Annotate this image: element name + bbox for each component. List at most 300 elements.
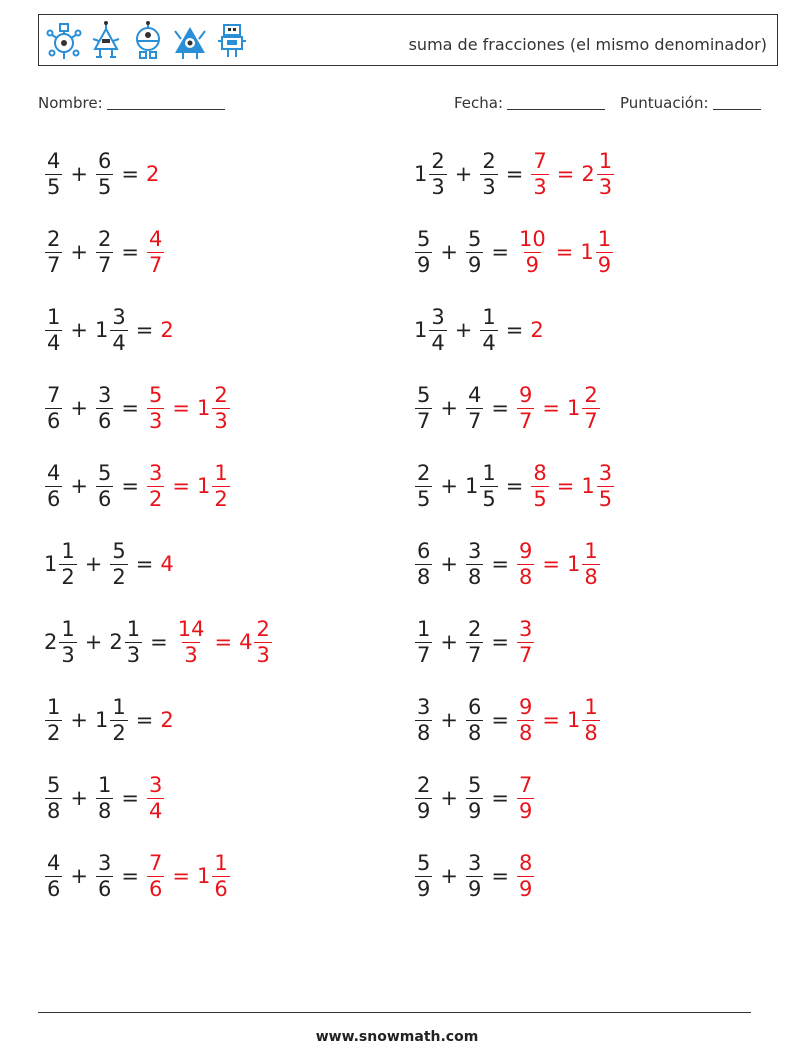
denominator: 7: [148, 252, 163, 277]
denominator: 4: [148, 798, 163, 823]
equals-sign: =: [135, 318, 154, 342]
operand: [94, 304, 129, 355]
operand: [414, 304, 448, 355]
denominator: 9: [525, 252, 540, 277]
denominator: 4: [47, 330, 61, 355]
fraction: [517, 694, 534, 745]
date-field: [454, 94, 605, 112]
denominator: 5: [598, 486, 613, 511]
equals-sign: =: [121, 240, 139, 264]
numerator: 5: [112, 538, 126, 563]
numerator: 3: [112, 304, 126, 329]
numerator: 2: [256, 616, 270, 641]
numerator: 2: [97, 226, 112, 251]
fraction: [415, 694, 432, 745]
operand: [44, 616, 78, 667]
answer-value: 4: [160, 552, 174, 576]
operand: [95, 382, 114, 433]
operand: [94, 694, 129, 745]
answer: [165, 396, 197, 420]
fraction: [517, 772, 534, 823]
answer: [516, 850, 535, 901]
plus-sign: +: [70, 240, 88, 264]
answer-value: 2: [160, 318, 174, 342]
operand: [465, 616, 484, 667]
plus-sign: +: [440, 474, 458, 498]
answer: [516, 226, 549, 277]
whole-number: 1: [44, 552, 58, 576]
plus-sign: +: [70, 708, 88, 732]
equals-sign: =: [491, 552, 509, 576]
answer: [549, 240, 581, 264]
operand: [414, 850, 433, 901]
answer: [550, 474, 582, 498]
numerator: 10: [518, 226, 546, 251]
denominator: 8: [584, 564, 598, 589]
answer: [516, 538, 535, 589]
fraction: [45, 850, 62, 901]
name-label: Nombre:: [38, 94, 103, 112]
fraction: [96, 850, 113, 901]
operand: [414, 694, 433, 745]
whole-number: 1: [566, 708, 581, 732]
denominator: 5: [47, 174, 61, 199]
numerator: 3: [598, 460, 613, 485]
fraction: [212, 382, 229, 433]
answer: [580, 226, 614, 277]
fraction: [45, 226, 62, 277]
answer: [146, 226, 165, 277]
denominator: 3: [61, 642, 75, 667]
answer: [239, 616, 273, 667]
denominator: 4: [112, 330, 126, 355]
plus-sign: +: [440, 396, 458, 420]
fraction: [212, 460, 229, 511]
problem-row: [414, 534, 601, 594]
whole-number: 1: [196, 864, 211, 888]
whole-number: 1: [566, 396, 581, 420]
numerator: 4: [47, 460, 61, 485]
numerator: 9: [518, 382, 533, 407]
numerator: 1: [126, 616, 141, 641]
equals-sign: =: [121, 396, 139, 420]
denominator: 7: [467, 642, 482, 667]
denominator: 9: [518, 876, 533, 901]
operand: [479, 148, 498, 199]
problem-row: [414, 612, 535, 672]
answer: [516, 772, 535, 823]
operand: [44, 148, 63, 199]
denominator: 3: [533, 174, 547, 199]
numerator: 4: [47, 148, 61, 173]
numerator: 2: [417, 772, 431, 797]
robot-icon: [87, 19, 125, 63]
answer-value: 2: [160, 708, 174, 732]
fraction: [582, 694, 599, 745]
denominator: 6: [47, 408, 61, 433]
answer: [146, 162, 159, 186]
whole-number: 1: [580, 240, 594, 264]
robot-icon: [45, 19, 83, 63]
denominator: 6: [97, 408, 112, 433]
fraction: [415, 382, 432, 433]
operand: [44, 226, 63, 277]
numerator: 5: [417, 382, 431, 407]
numerator: 2: [214, 382, 228, 407]
fraction: [466, 382, 483, 433]
plus-sign: +: [70, 786, 88, 810]
numerator: 5: [467, 226, 482, 251]
numerator: 1: [61, 616, 75, 641]
denominator: 8: [467, 720, 482, 745]
operand: [465, 382, 484, 433]
operand: [465, 538, 484, 589]
fraction: [531, 148, 548, 199]
plus-sign: +: [84, 552, 103, 576]
robot-icon: [129, 19, 167, 63]
numerator: 9: [518, 538, 533, 563]
numerator: 1: [584, 694, 598, 719]
problem-row: [414, 690, 601, 750]
fraction: [147, 226, 164, 277]
fraction: [517, 616, 534, 667]
fraction: [415, 538, 432, 589]
numerator: 2: [482, 148, 496, 173]
answer: [535, 552, 567, 576]
equals-sign: =: [121, 864, 139, 888]
answer-equals-sign: =: [542, 552, 560, 576]
operand: [44, 304, 63, 355]
whole-number: 1: [581, 474, 595, 498]
answer: [146, 460, 165, 511]
fraction: [96, 226, 113, 277]
whole-number: 1: [94, 708, 109, 732]
numerator: 6: [97, 148, 112, 173]
problem-row: [44, 690, 174, 750]
fraction: [59, 538, 76, 589]
fraction: [415, 616, 432, 667]
score-field: [620, 94, 761, 112]
operand: [465, 694, 484, 745]
denominator: 8: [417, 564, 431, 589]
numerator: 7: [148, 850, 163, 875]
whole-number: 2: [109, 630, 123, 654]
answer: [535, 708, 567, 732]
numerator: 5: [417, 226, 431, 251]
equals-sign: =: [491, 630, 509, 654]
numerator: 4: [148, 226, 163, 251]
plus-sign: +: [440, 708, 458, 732]
problem-row: [44, 300, 174, 360]
fraction: [147, 772, 164, 823]
answer: [516, 694, 535, 745]
answer: [566, 382, 601, 433]
denominator: 7: [518, 642, 533, 667]
numerator: 1: [482, 460, 496, 485]
numerator: 3: [148, 460, 163, 485]
numerator: 5: [417, 850, 431, 875]
numerator: 3: [148, 772, 163, 797]
denominator: 6: [97, 876, 112, 901]
denominator: 9: [417, 252, 431, 277]
fraction: [45, 460, 62, 511]
answer: [146, 382, 165, 433]
plus-sign: +: [70, 396, 88, 420]
denominator: 9: [518, 798, 533, 823]
numerator: 3: [467, 850, 482, 875]
numerator: 3: [97, 850, 112, 875]
fraction: [96, 148, 113, 199]
denominator: 9: [467, 798, 482, 823]
fraction: [466, 538, 483, 589]
denominator: 2: [112, 564, 126, 589]
fraction: [59, 616, 76, 667]
robot-icons: [45, 19, 251, 63]
fraction: [45, 382, 62, 433]
denominator: 9: [597, 252, 612, 277]
equals-sign: =: [121, 474, 139, 498]
plus-sign: +: [70, 474, 88, 498]
worksheet-title: suma de fracciones (el mismo denominador): [408, 35, 767, 54]
fraction: [212, 850, 229, 901]
fraction: [96, 460, 113, 511]
answer: [175, 616, 208, 667]
operand: [44, 850, 63, 901]
operand: [465, 772, 484, 823]
fraction: [480, 148, 497, 199]
answer-value: 2: [530, 318, 544, 342]
problem-row: [44, 456, 231, 516]
denominator: 5: [482, 486, 496, 511]
equals-sign: =: [491, 708, 509, 732]
fraction: [582, 538, 599, 589]
numerator: 1: [482, 304, 496, 329]
numerator: 1: [97, 772, 112, 797]
denominator: 8: [47, 798, 61, 823]
denominator: 9: [467, 252, 482, 277]
fraction: [110, 538, 127, 589]
operand: [414, 148, 448, 199]
operand: [414, 616, 433, 667]
denominator: 6: [47, 876, 61, 901]
numerator: 3: [467, 538, 482, 563]
score-label: Puntuación:: [620, 94, 709, 112]
equals-sign: =: [121, 162, 139, 186]
answer-equals-sign: =: [172, 396, 190, 420]
plus-sign: +: [440, 630, 458, 654]
denominator: 5: [417, 486, 431, 511]
fraction: [254, 616, 271, 667]
problem-row: [414, 144, 615, 204]
denominator: 6: [47, 486, 61, 511]
denominator: 2: [112, 720, 126, 745]
date-label: Fecha:: [454, 94, 504, 112]
operand: [479, 304, 498, 355]
fraction: [415, 772, 432, 823]
denominator: 7: [584, 408, 598, 433]
operand: [44, 382, 63, 433]
answer: [196, 460, 231, 511]
numerator: 1: [47, 694, 61, 719]
whole-number: 2: [44, 630, 58, 654]
denominator: 2: [148, 486, 163, 511]
fraction: [110, 304, 127, 355]
answer-equals-sign: =: [556, 162, 575, 186]
denominator: 9: [417, 798, 431, 823]
plus-sign: +: [454, 162, 473, 186]
answer: [516, 382, 535, 433]
name-blank[interactable]: [107, 95, 225, 110]
fraction: [147, 382, 164, 433]
fraction: [147, 460, 164, 511]
denominator: 7: [518, 408, 533, 433]
answer: [165, 474, 197, 498]
operand: [414, 226, 433, 277]
numerator: 5: [148, 382, 163, 407]
denominator: 6: [214, 876, 228, 901]
numerator: 1: [584, 538, 598, 563]
plus-sign: +: [440, 786, 458, 810]
answer: [566, 538, 601, 589]
problem-row: [44, 378, 231, 438]
operand: [95, 460, 114, 511]
whole-number: 1: [414, 318, 428, 342]
numerator: 1: [214, 460, 228, 485]
equals-sign: =: [491, 786, 509, 810]
operand: [95, 850, 114, 901]
date-blank[interactable]: [507, 95, 605, 110]
denominator: 4: [482, 330, 496, 355]
answer: [516, 616, 535, 667]
answer: [196, 850, 231, 901]
header-box: [38, 14, 778, 66]
robot-icon: [213, 19, 251, 63]
denominator: 2: [47, 720, 61, 745]
numerator: 1: [112, 694, 126, 719]
whole-number: 1: [464, 474, 479, 498]
operand: [109, 616, 143, 667]
denominator: 8: [417, 720, 431, 745]
numerator: 8: [518, 850, 533, 875]
operand: [465, 226, 484, 277]
numerator: 5: [47, 772, 61, 797]
score-blank[interactable]: [713, 95, 761, 110]
fraction: [480, 460, 497, 511]
answer-equals-sign: =: [542, 708, 560, 732]
numerator: 3: [518, 616, 533, 641]
fraction: [596, 226, 613, 277]
numerator: 2: [467, 616, 482, 641]
numerator: 1: [417, 616, 431, 641]
denominator: 9: [467, 876, 482, 901]
answer-equals-sign: =: [214, 630, 233, 654]
denominator: 7: [97, 252, 112, 277]
denominator: 6: [97, 486, 112, 511]
fraction: [415, 226, 432, 277]
equals-sign: =: [491, 864, 509, 888]
answer-equals-sign: =: [172, 474, 190, 498]
problem-row: [414, 846, 535, 906]
denominator: 4: [431, 330, 445, 355]
fraction: [45, 772, 62, 823]
operand: [95, 148, 114, 199]
problem-row: [414, 300, 544, 360]
footer-url: www.snowmath.com: [315, 1029, 479, 1045]
name-field: [38, 94, 225, 112]
numerator: 14: [177, 616, 205, 641]
fraction: [125, 616, 142, 667]
problem-row: [414, 768, 535, 828]
problem-row: [414, 456, 615, 516]
plus-sign: +: [70, 162, 88, 186]
plus-sign: +: [70, 318, 88, 342]
fraction: [415, 460, 432, 511]
equals-sign: =: [505, 162, 524, 186]
robot-icon: [171, 19, 209, 63]
denominator: 2: [214, 486, 228, 511]
fraction: [147, 850, 164, 901]
fraction: [96, 382, 113, 433]
fraction: [466, 226, 483, 277]
denominator: 3: [256, 642, 270, 667]
numerator: 6: [467, 694, 482, 719]
plus-sign: +: [454, 318, 473, 342]
denominator: 3: [214, 408, 228, 433]
problem-row: [44, 144, 159, 204]
plus-sign: +: [84, 630, 103, 654]
denominator: 3: [431, 174, 445, 199]
numerator: 3: [417, 694, 431, 719]
problem-row: [44, 612, 273, 672]
answer-value: 2: [145, 162, 160, 186]
denominator: 6: [148, 876, 163, 901]
fraction: [517, 226, 548, 277]
fraction: [582, 382, 599, 433]
numerator: 5: [467, 772, 482, 797]
fraction: [45, 304, 62, 355]
denominator: 3: [598, 174, 613, 199]
answer: [196, 382, 231, 433]
answer: [581, 460, 615, 511]
answer: [535, 396, 567, 420]
numerator: 2: [584, 382, 598, 407]
operand: [109, 538, 128, 589]
answer: [160, 318, 173, 342]
whole-number: 1: [196, 396, 211, 420]
denominator: 5: [97, 174, 112, 199]
denominator: 5: [533, 486, 547, 511]
denominator: 8: [518, 720, 533, 745]
operand: [95, 772, 114, 823]
denominator: 7: [47, 252, 61, 277]
answer: [146, 772, 165, 823]
numerator: 2: [431, 148, 445, 173]
plus-sign: +: [440, 240, 458, 264]
operand: [44, 772, 63, 823]
plus-sign: +: [70, 864, 88, 888]
problem-row: [44, 768, 165, 828]
operand: [464, 460, 499, 511]
fraction: [480, 304, 497, 355]
answer: [581, 148, 615, 199]
operand: [465, 850, 484, 901]
operand: [95, 226, 114, 277]
equals-sign: =: [491, 240, 509, 264]
denominator: 7: [467, 408, 482, 433]
plus-sign: +: [440, 864, 458, 888]
fraction: [597, 148, 614, 199]
answer-equals-sign: =: [542, 396, 560, 420]
